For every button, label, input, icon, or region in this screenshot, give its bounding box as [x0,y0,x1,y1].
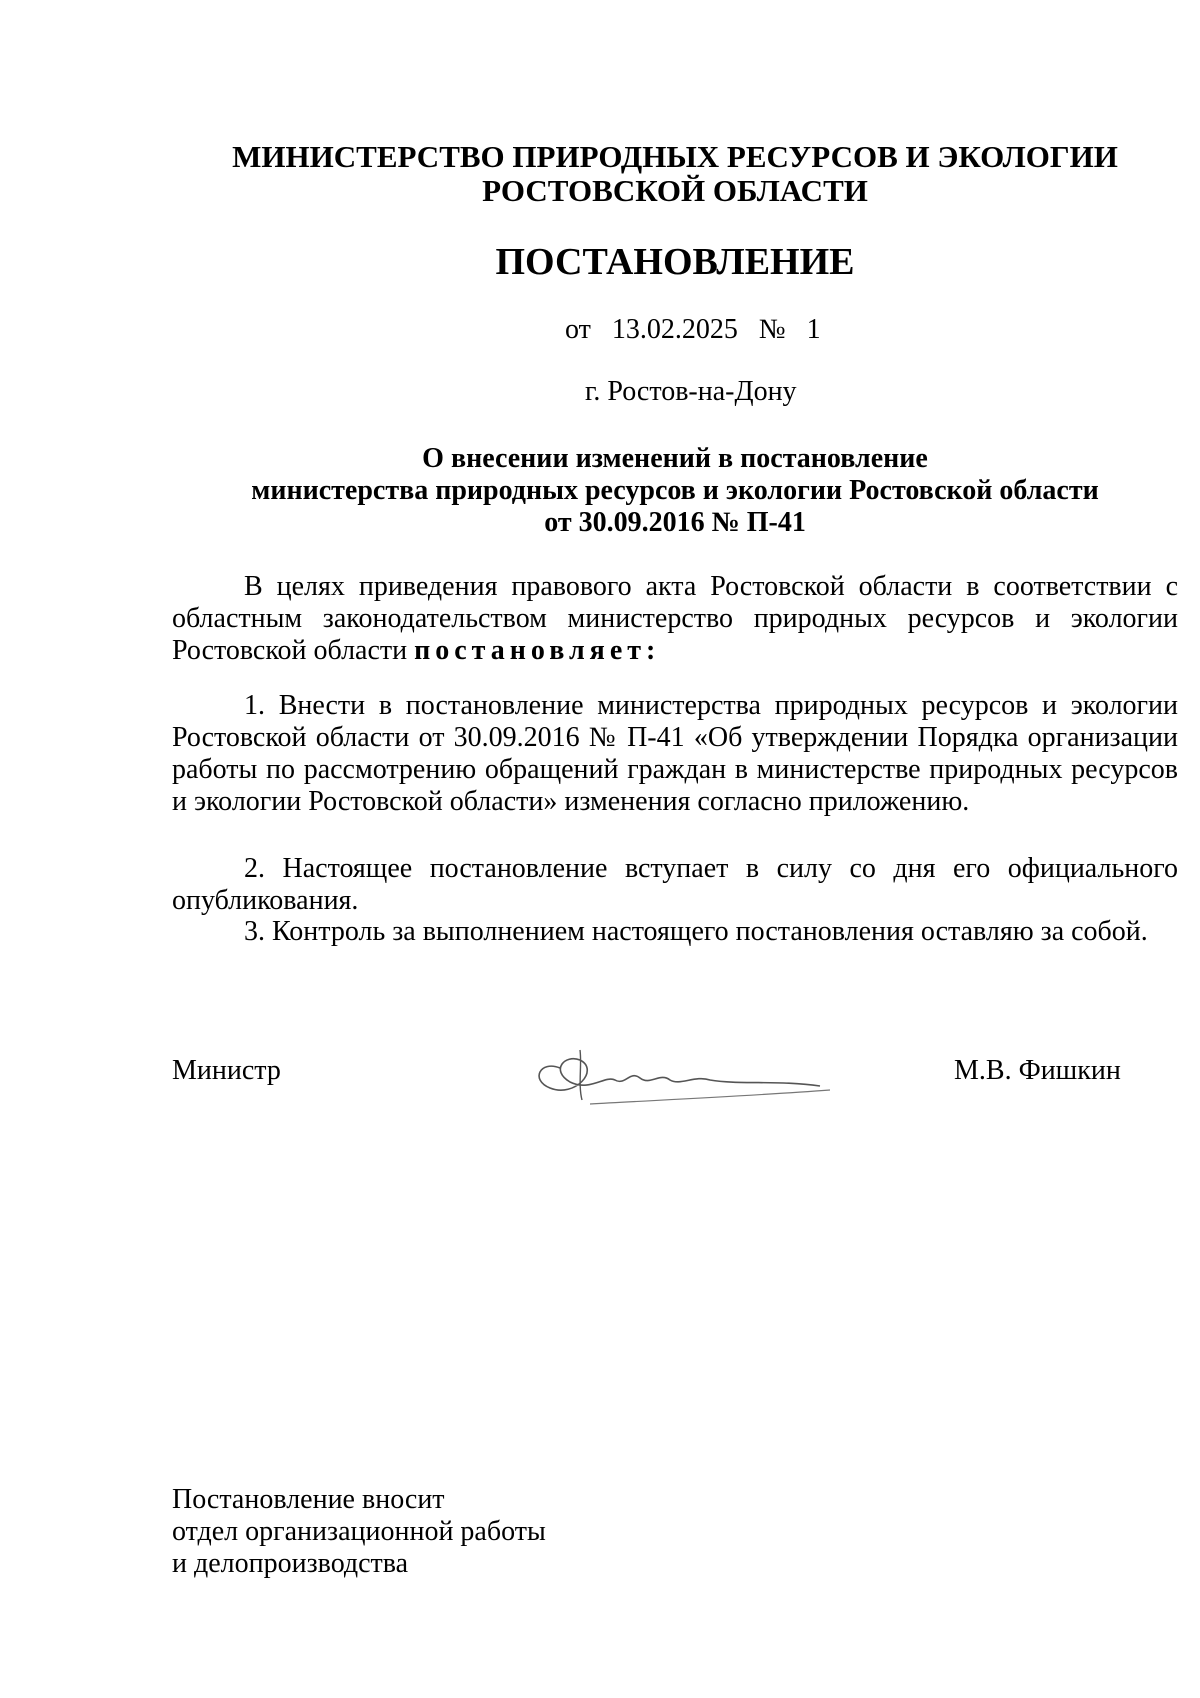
ministry-name [160,140,1190,208]
date-number-line [565,314,821,346]
ministry-name-line1: МИНИСТЕРСТВО ПРИРОДНЫХ РЕСУРСОВ И ЭКОЛОГИИ [232,139,1118,174]
handwritten-signature [520,1030,850,1120]
document-subject [160,443,1190,539]
footer-line2: отдел организационной работы [172,1516,546,1547]
document-number: 1 [806,314,821,345]
ministry-name-line2: РОСТОВСКОЙ ОБЛАСТИ [482,173,868,208]
document-date: 13.02.2025 [611,314,738,345]
date-prefix: от [565,314,591,345]
subject-line3: от 30.09.2016 № П-41 [544,507,806,538]
resolves-word: постановляет: [414,635,661,666]
item-2-paragraph: 2. Настоящее постановление вступает в силу со дня его официального опубликования. [172,853,1178,916]
subject-line1: О внесении изменений в постановление [422,443,928,474]
preamble-text: В целях приведения правового акта Ростовской области в соответствии с областным законодательством министерство природных ресурсов и экологии Ростовской области [172,571,1178,666]
item-3-paragraph: 3. Контроль за выполнением настоящего постановления оставляю за собой. [244,916,1148,947]
footer-line3: и делопроизводства [172,1548,409,1579]
preamble-paragraph [172,571,1178,667]
signatory-name: М.В. Фишкин [954,1055,1121,1086]
footer-note [172,1484,546,1580]
number-sign: № [758,314,786,345]
signatory-title: Министр [172,1055,281,1086]
document-type-title: ПОСТАНОВЛЕНИЕ [495,241,855,283]
item-1-paragraph: 1. Внести в постановление министерства природных ресурсов и экологии Ростовской области от 30.09.2016 № П-41 «Об утверждении Порядка организации работы по рассмотрению обращений граждан в министерстве природных ресурсов и экологии Ростовской области» изменения согласно приложению. [172,690,1178,817]
city: г. Ростов-на-Дону [585,376,797,407]
subject-line2: министерства природных ресурсов и экологии Ростовской области [251,475,1099,506]
footer-line1: Постановление вносит [172,1484,445,1515]
